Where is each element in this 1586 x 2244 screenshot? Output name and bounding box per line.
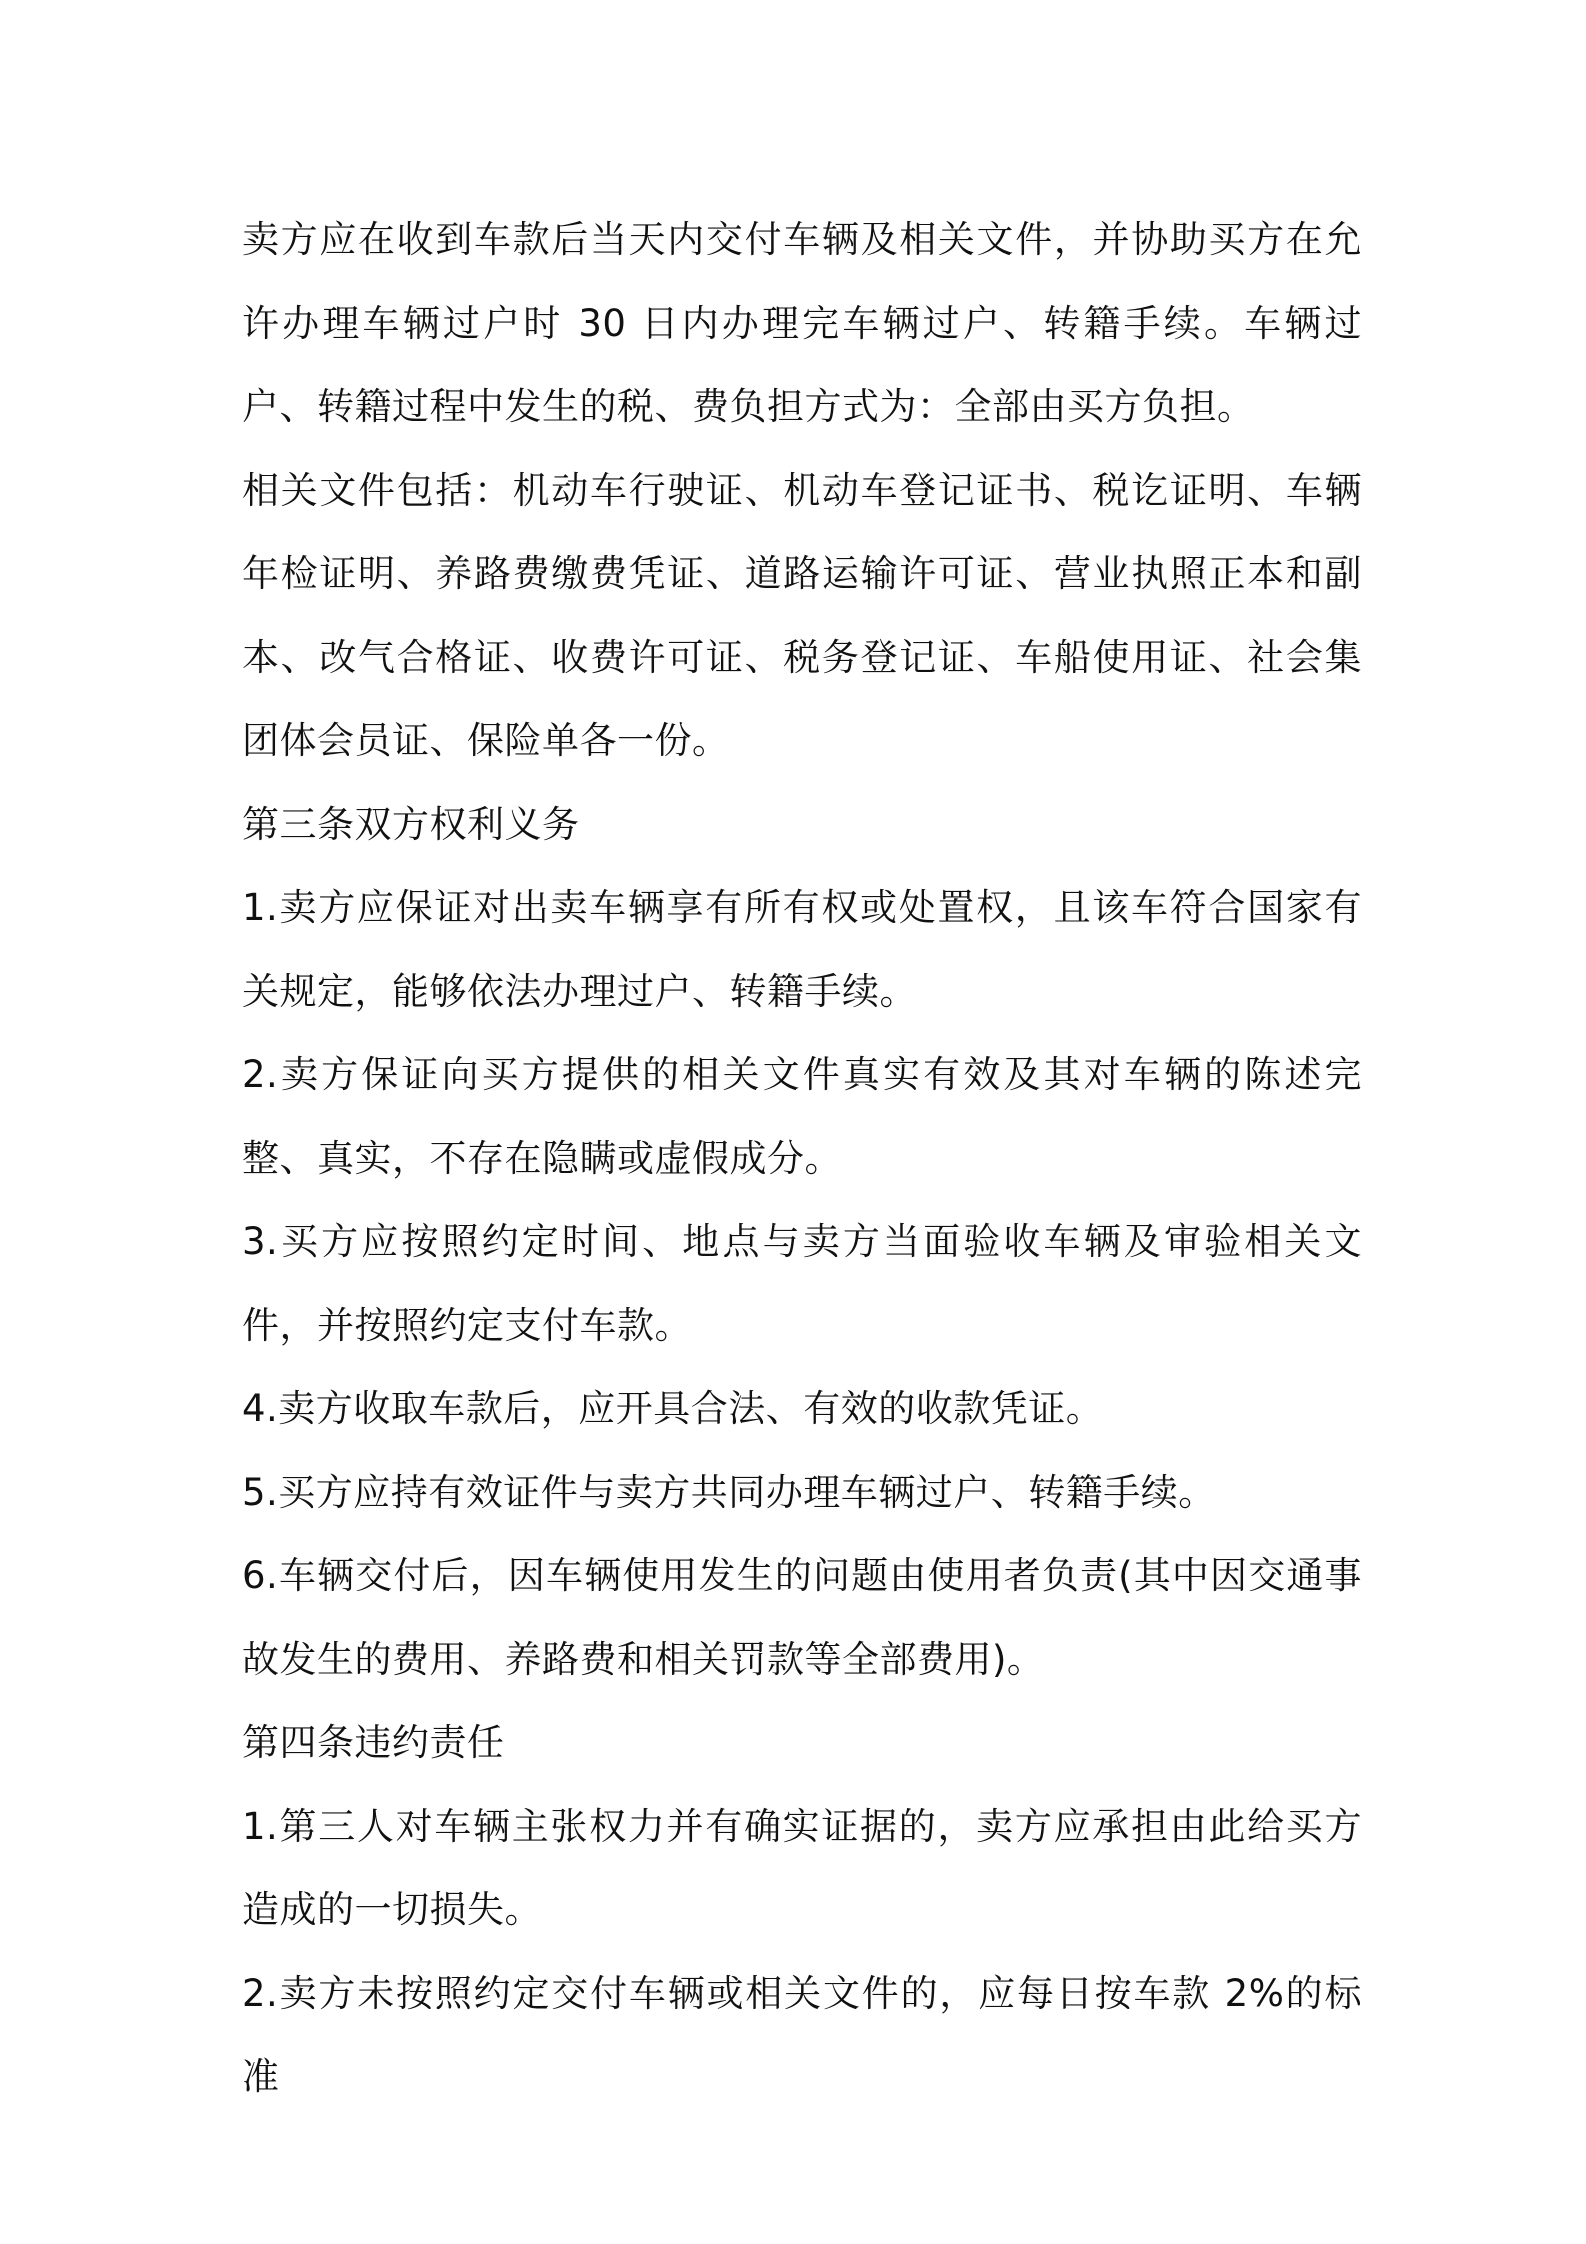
clause-3-6: 6.车辆交付后，因车辆使用发生的问题由使用者负责(其中因交通事故发生的费用、养路费和相关罚款等全部费用)。 [242, 1554, 1362, 1681]
clause-3-2: 2.卖方保证向买方提供的相关文件真实有效及其对车辆的陈述完整、真实，不存在隐瞒或虚假成分。 [242, 1053, 1362, 1180]
clause-4-2: 2.卖方未按照约定交付车辆或相关文件的，应每日按车款 2%的标准 [242, 1971, 1362, 2098]
clause-3-4: 4.卖方收取车款后，应开具合法、有效的收款凭证。 [242, 1387, 1104, 1430]
document-page [242, 198, 1362, 2119]
clause-3-5: 5.买方应持有效证件与卖方共同办理车辆过户、转籍手续。 [242, 1470, 1216, 1514]
heading-article-4: 第四条违约责任 [242, 1721, 505, 1764]
paragraph-delivery-terms: 卖方应在收到车款后当天内交付车辆及相关文件，并协助买方在允许办理车辆过户时 30 日内办理完车辆过户、转籍手续。车辆过户、转籍过程中发生的税、费负担方式为：全部由买方负担。 [242, 218, 1362, 428]
clause-3-1: 1.卖方应保证对出卖车辆享有所有权或处置权，且该车符合国家有关规定，能够依法办理过户、转籍手续。 [242, 886, 1362, 1013]
clause-4-1: 1.第三人对车辆主张权力并有确实证据的，卖方应承担由此给买方造成的一切损失。 [242, 1804, 1362, 1931]
paragraph-related-documents: 相关文件包括：机动车行驶证、机动车登记证书、税讫证明、车辆年检证明、养路费缴费凭证、道路运输许可证、营业执照正本和副本、改气合格证、收费许可证、税务登记证、车船使用证、社会集团体会员证、保险单各一份。 [242, 468, 1362, 762]
clause-3-3: 3.买方应按照约定时间、地点与卖方当面验收车辆及审验相关文件，并按照约定支付车款。 [242, 1220, 1362, 1347]
heading-article-3: 第三条双方权利义务 [242, 802, 580, 846]
